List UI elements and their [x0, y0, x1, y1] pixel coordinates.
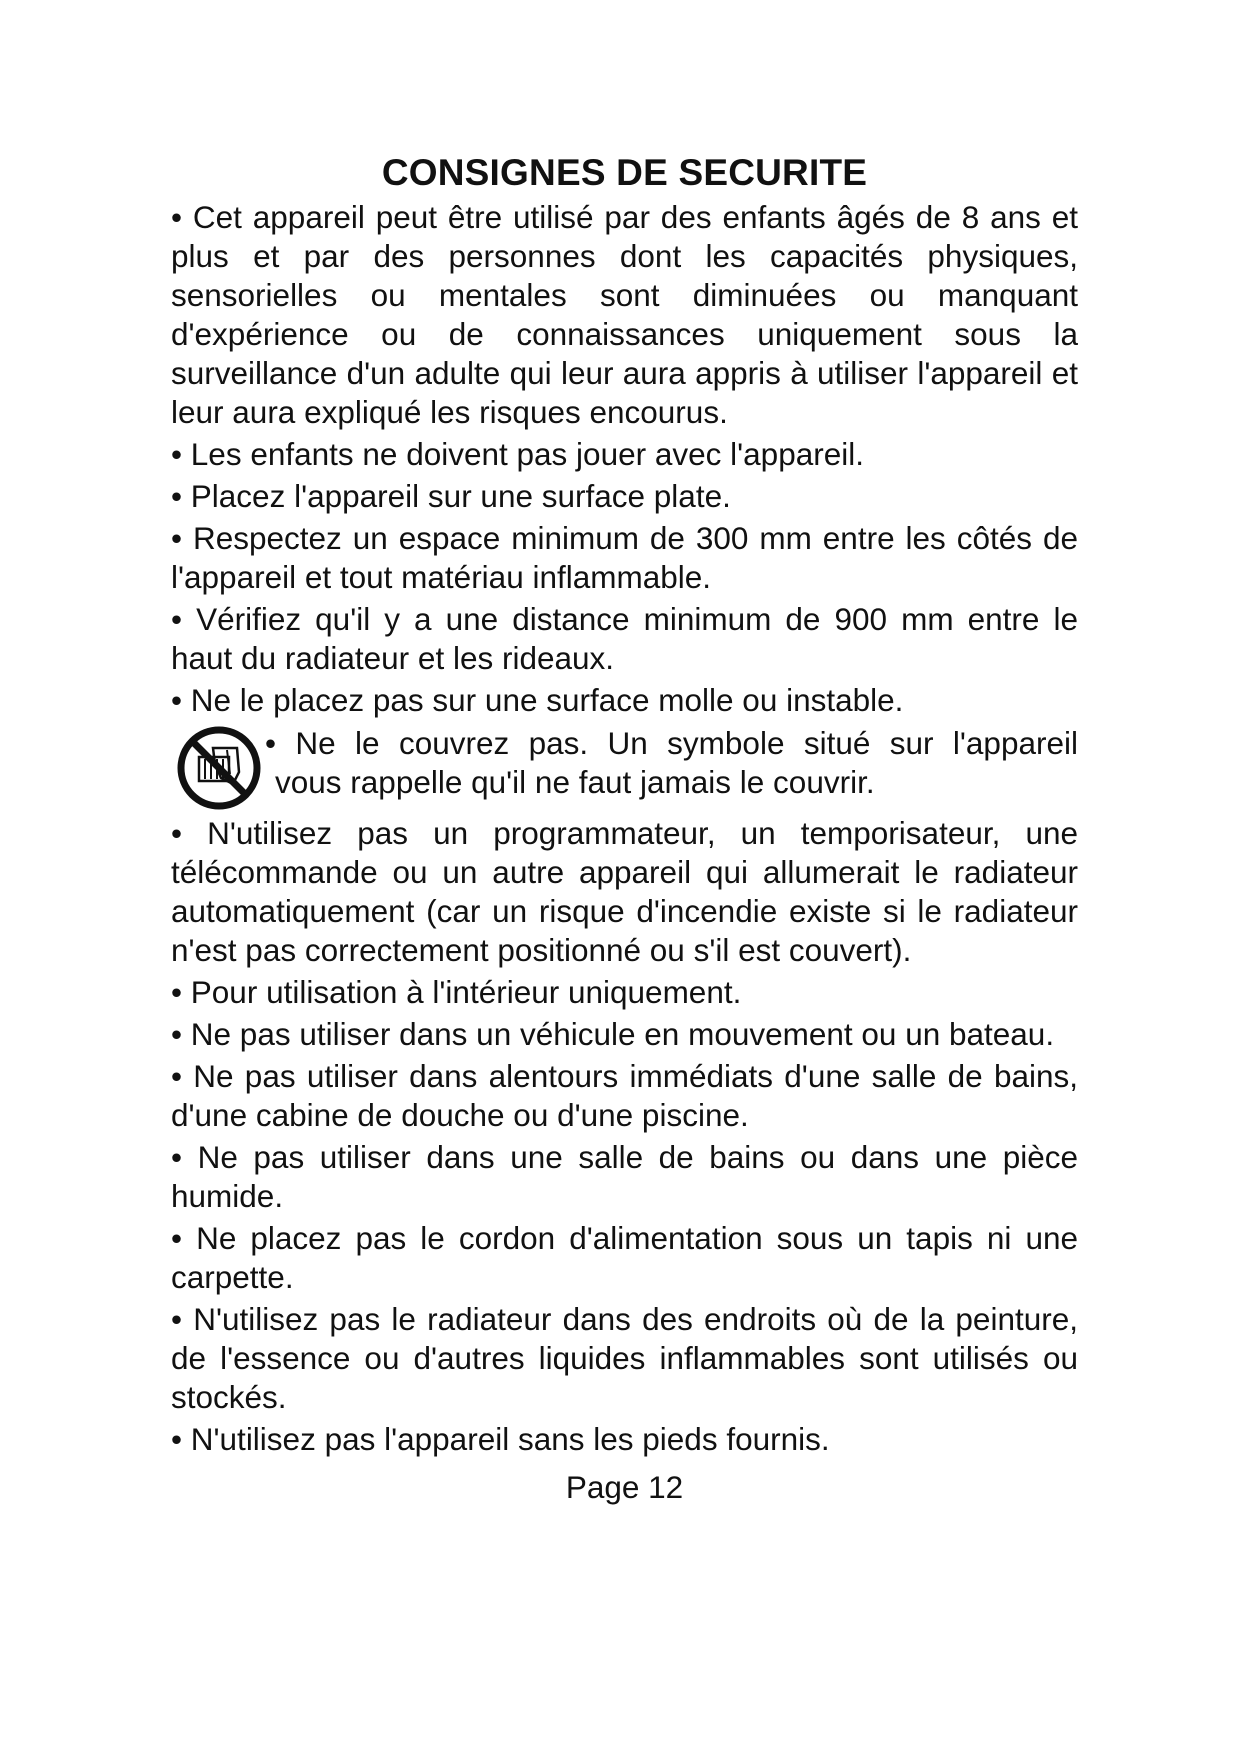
- safety-item-indoor-only: • Pour utilisation à l'intérieur uniquement.: [171, 974, 742, 1010]
- do-not-cover-line-2: vous rappelle qu'il ne faut jamais le couvrir.: [275, 764, 875, 800]
- do-not-cover-icon: [175, 724, 263, 812]
- safety-item-no-bathroom-vicinity: • Ne pas utiliser dans alentours immédiats d'une salle de bains, d'une cabine de douche ou d'une piscine.: [171, 1058, 1078, 1133]
- safety-item-soft-surface: • Ne le placez pas sur une surface molle ou instable.: [171, 682, 904, 718]
- safety-item-cord-placement: • Ne placez pas le cordon d'alimentation sous un tapis ni une carpette.: [171, 1220, 1078, 1295]
- safety-item-children-usage: • Cet appareil peut être utilisé par des enfants âgés de 8 ans et plus et par des personnes dont les capacités physiques, sensorielles ou mentales sont diminuées ou manquant d'expérience ou de connaissances uniquement sous la surveillance d'un adulte qui leur aura appris à utiliser l'appareil et leur aura expliqué les risques encourus.: [171, 199, 1078, 430]
- safety-item-clearance: • Respectez un espace minimum de 300 mm entre les côtés de l'appareil et tout matériau inflammable.: [171, 520, 1078, 595]
- safety-item-do-not-cover: [171, 724, 1078, 812]
- safety-item-flat-surface: • Placez l'appareil sur une surface plate.: [171, 478, 731, 514]
- safety-item-curtains: • Vérifiez qu'il y a une distance minimum de 900 mm entre le haut du radiateur et les rideaux.: [171, 601, 1078, 676]
- document-page: [171, 150, 1078, 1507]
- do-not-cover-text: [265, 724, 1078, 802]
- safety-item-feet: • N'utilisez pas l'appareil sans les pieds fournis.: [171, 1421, 830, 1457]
- safety-item-no-humid-room: • Ne pas utiliser dans une salle de bains ou dans une pièce humide.: [171, 1139, 1078, 1214]
- page-number: Page 12: [565, 1469, 684, 1505]
- safety-item-no-play: • Les enfants ne doivent pas jouer avec l'appareil.: [171, 436, 864, 472]
- page-title: CONSIGNES DE SECURITE: [381, 152, 868, 193]
- safety-item-flammable-liquids: • N'utilisez pas le radiateur dans des endroits où de la peinture, de l'essence ou d'autres liquides inflammables sont utilisés ou stockés.: [171, 1301, 1078, 1415]
- safety-item-no-timer: • N'utilisez pas un programmateur, un temporisateur, une télécommande ou un autre appareil qui allumerait le radiateur automatiquement (car un risque d'incendie existe si le radiateur n'est pas correctement positionné ou s'il est couvert).: [171, 815, 1078, 968]
- do-not-cover-line-1: • Ne le couvrez pas. Un symbole situé sur l'appareil: [265, 725, 1078, 761]
- safety-item-no-vehicle: • Ne pas utiliser dans un véhicule en mouvement ou un bateau.: [171, 1016, 1055, 1052]
